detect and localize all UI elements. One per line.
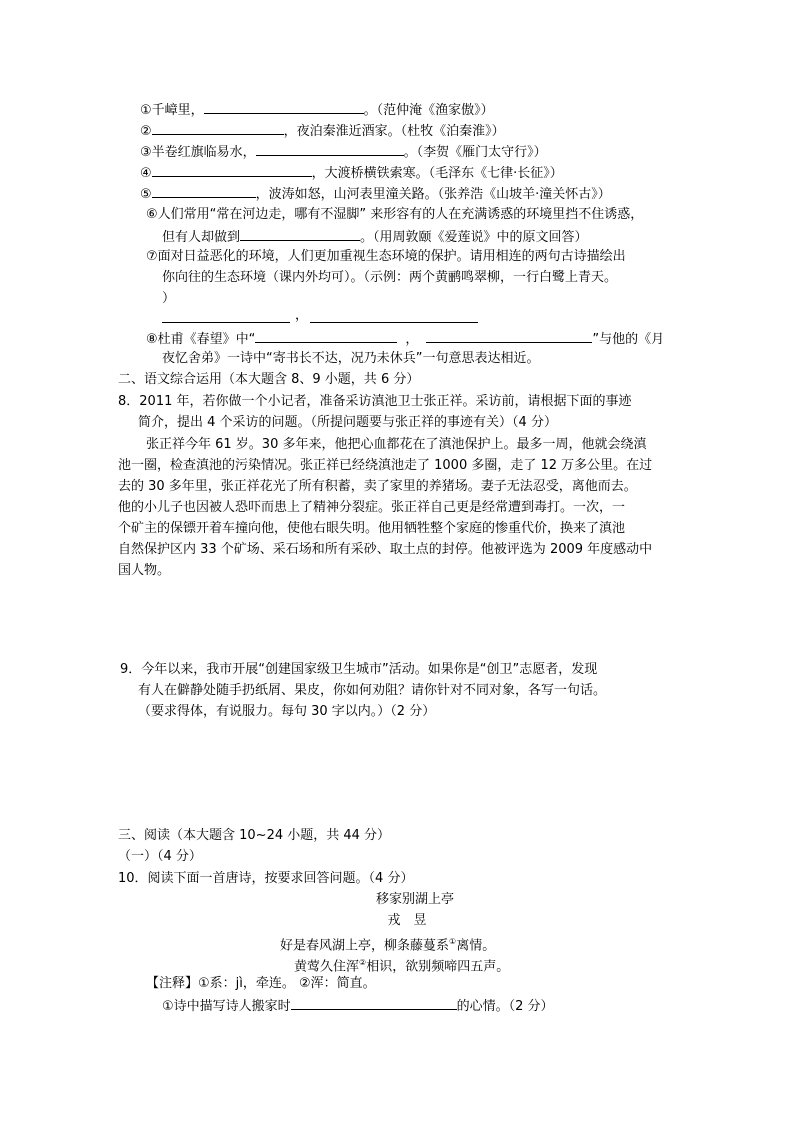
q8-para-line1: 张正祥今年 61 岁。30 多年来，他把心血都花在了滇池保护上。最多一周，他就会绕滇: [146, 437, 647, 452]
note-marker-2: ②: [359, 958, 367, 967]
section2-heading: 二、语文综合运用（本大题含 8、9 小题，共 6 分）: [118, 372, 420, 387]
q6-line2: [162, 227, 588, 247]
q10-1-right: 的心情。（2 分）: [456, 999, 554, 1014]
q1-left: ①千嶂里，: [140, 103, 204, 118]
q8-prompt-line1: 8．2011 年，若你做一个小记者，准备采访滇池卫士张正祥。采访前，请根据下面的事迹: [118, 394, 632, 409]
q4-line: [140, 163, 563, 183]
poem-line1-a: 好是春风湖上亭，柳条藤蔓系: [280, 938, 450, 954]
q8-para-line2: 池一圈，检查滇池的污染情况。张正祥已经绕滇池走了 1000 多圈，走了 12 万多公里。在过: [118, 458, 653, 473]
poem-notes: 【注释】①系：jì，牵连。 ②浑：简直。: [146, 976, 376, 991]
poem-title: 移家别湖上亭: [375, 892, 454, 907]
q8-para-line4: 他的小儿子也因被人恐吓而患上了精神分裂症。张正祥自己更是经常遭到毒打。一次，一: [118, 500, 626, 515]
q8-blank-1[interactable]: [255, 329, 397, 343]
poem-author: 戎 昱: [387, 913, 427, 928]
q7-blank-2[interactable]: [310, 322, 478, 323]
q6-line1: ⑥人们常用“常在河边走，哪有不湿脚” 来形容有的人在充满诱惑的环境里挡不住诱惑，: [146, 207, 644, 222]
poem-line1: [280, 933, 495, 955]
q10-1-blank[interactable]: [291, 996, 457, 1010]
q8-para-line5: 个矿主的保镖开着车撞向他，使他右眼失明。他用牺牲整个家庭的惨重代价，换来了滇池: [118, 521, 626, 536]
q8-blank-2[interactable]: [426, 329, 592, 343]
q4-right: ，大渡桥横铁索寒。（毛泽东《七律·长征》）: [311, 166, 563, 181]
q8-prompt-line2: 简介，提出 4 个采访的问题。（所提问题要与张正祥的事迹有关）（4 分）: [138, 415, 557, 430]
q1-line: [140, 100, 494, 120]
q6-blank[interactable]: [240, 227, 360, 241]
q2-right: ，夜泊秦淮近酒家。（杜牧《泊秦淮》）: [283, 124, 505, 139]
q9-line1: 9．今年以来，我市开展“创建国家级卫生城市”活动。如果你是“创卫”志愿者，发现: [120, 662, 598, 677]
q7-comma: ，: [295, 308, 309, 323]
q5-line: [140, 184, 611, 204]
q8-line2: 夜忆舍弟》一诗中“寄书长不达，况乃未休兵”一句意思表达相近。: [162, 351, 540, 366]
q7-line3: ）: [162, 291, 176, 306]
q8-para-line3: 去的 30 多年里，张正祥花光了所有积蓄，卖了家里的养猪场。妻子无法忍受，离他而去。: [118, 479, 637, 494]
q3-blank[interactable]: [256, 142, 404, 156]
q6-left: 但有人却做到: [162, 230, 241, 245]
q10-1-left: ①诗中描写诗人搬家时: [162, 999, 291, 1014]
q8-para-line7: 国人物。: [118, 563, 171, 578]
poem-line2-a: 黄莺久住浑: [294, 959, 360, 975]
q10-1-line: [162, 996, 554, 1016]
poem-line1-b: 离情。: [456, 938, 496, 954]
q7-line2: 你向往的生态环境（课内外均可）。（示例：两个黄鹂鸣翠柳，一行白鹭上青天。: [162, 270, 618, 285]
q2-left: ②: [140, 124, 152, 139]
q8-right: ”与他的《月: [592, 332, 665, 347]
q7-blank-1[interactable]: [162, 322, 290, 323]
q3-left: ③半卷红旗临易水，: [140, 145, 256, 160]
q5-blank[interactable]: [152, 184, 256, 198]
poem-line2: [294, 954, 509, 976]
q2-line: [140, 121, 505, 141]
section3-heading: 三、阅读（本大题含 10~24 小题，共 44 分）: [118, 828, 391, 843]
q5-left: ⑤: [140, 187, 152, 202]
q4-left: ④: [140, 166, 152, 181]
q4-blank[interactable]: [152, 163, 312, 177]
q3-right: 。（李贺《雁门太守行》）: [403, 145, 547, 160]
q5-right: ，波涛如怒，山河表里潼关路。（张养浩《山坡羊·潼关怀古》）: [255, 187, 611, 202]
q8-left: ⑧杜甫《春望》中“: [146, 332, 256, 347]
q3-line: [140, 142, 547, 162]
q8-para-line6: 自然保护区内 33 个矿场、采石场和所有采砂、取土点的封停。他被评选为 2009 年度感动中: [118, 542, 653, 557]
q1-right: 。（范仲淹《渔家傲》）: [363, 103, 494, 118]
q10-prompt: 10．阅读下面一首唐诗，按要求回答问题。（4 分）: [118, 871, 414, 886]
q2-blank[interactable]: [152, 121, 284, 135]
q9-line2: 有人在僻静处随手扔纸屑、果皮，你如何劝阻？请你针对不同对象，各写一句话。: [138, 683, 607, 698]
q8-mid: ，: [405, 332, 419, 347]
q9-line3: （要求得体，有说服力。每句 30 字以内。）（2 分）: [138, 704, 436, 719]
note-marker-1: ①: [449, 937, 457, 946]
poem-line2-b: 相识，欲别频啼四五声。: [366, 959, 510, 975]
q6-right: 。（用周敦颐《爱莲说》中的原文回答）: [360, 230, 588, 245]
section3-sub: （一）（4 分）: [118, 849, 202, 864]
q1-blank[interactable]: [204, 100, 364, 114]
q8-line1: [146, 329, 664, 349]
q7-line1: ⑦面对日益恶化的环境，人们更加重视生态环境的保护。请用相连的两句古诗描绘出: [146, 249, 626, 264]
